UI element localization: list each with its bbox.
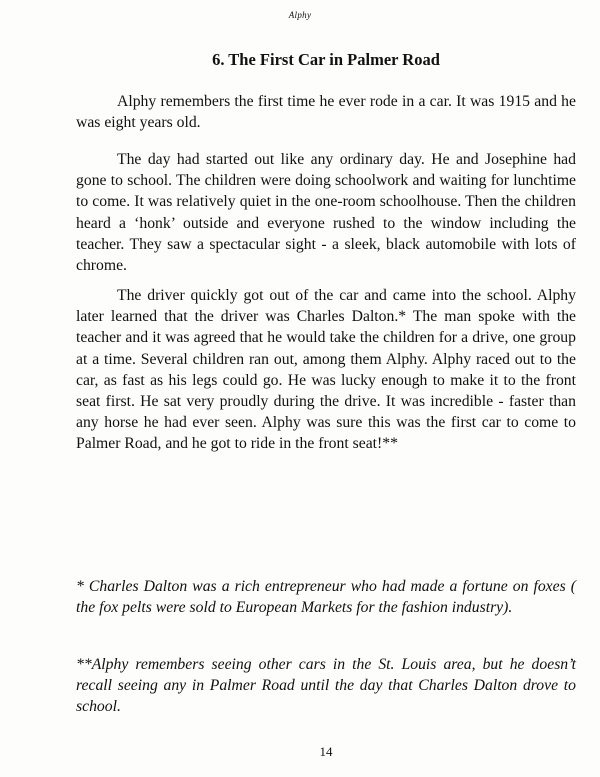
body-paragraph-3: The driver quickly got out of the car and came into the school. Alphy later learned that the driver was Charles Dalton.* The man spoke with the teacher and it was agreed that he would take the children for a drive, one group at a time. Several children ran out, among them Alphy. Alphy raced out to the car, as fast as his legs could go. He was lucky enough to make it to the front seat first. He sat very proudly during the drive. It was incredible - faster than any horse he had ever seen. Alphy was sure this was the first car to come to Palmer Road, and he got to ride in the front seat!**: [76, 287, 576, 453]
body-paragraph-2: The day had started out like any ordinary day. He and Josephine had gone to school. The children were doing schoolwork and waiting for lunchtime to come. It was relatively quiet in the one-room schoolhouse. Then the children heard a ‘honk’ outside and everyone rushed to the window including the teacher. They saw a spectacular sight - a sleek, black automobile with lots of chrome.: [76, 151, 576, 275]
page-number: 14: [319, 744, 333, 759]
body-paragraph-1: Alphy remembers the first time he ever rode in a car. It was 1915 and he was eight years old.: [76, 93, 576, 132]
running-header: Alphy: [288, 10, 312, 20]
footnote-1: * Charles Dalton was a rich entrepreneur who had made a fortune on foxes ( the fox pelts were sold to European Markets for the fashion industry).: [76, 578, 576, 617]
footnote-2: **Alphy remembers seeing other cars in the St. Louis area, but he doesn’t recall seeing any in Palmer Road until the day that Charles Dalton drove to school.: [76, 656, 576, 716]
chapter-title: 6. The First Car in Palmer Road: [212, 50, 440, 69]
